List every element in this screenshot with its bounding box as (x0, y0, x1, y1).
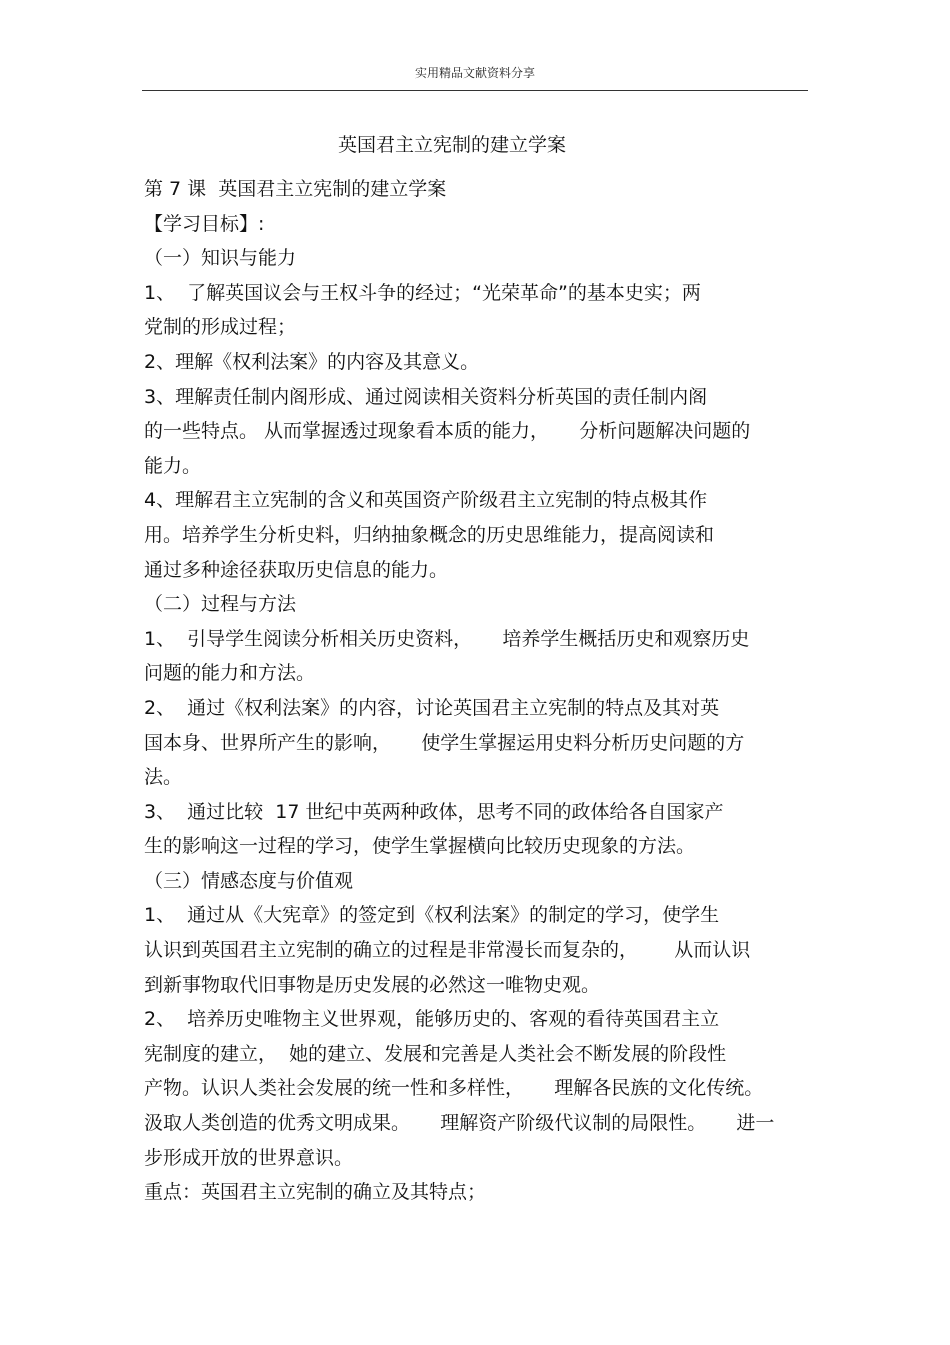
text-line: 法。 (144, 766, 183, 789)
text-line: （三）情感态度与价值观 (144, 869, 354, 892)
text-line: 认识到英国君主立宪制的确立的过程是非常漫长而复杂的， 从而认识 (144, 939, 751, 962)
text-line: 1、 了解英国议会与王权斗争的经过；“光荣革命”的基本史实；两 (144, 281, 701, 304)
document-title: 英国君主立宪制的建立学案 (337, 134, 566, 156)
text-line: 1、 引导学生阅读分析相关历史资料， 培养学生概括历史和观察历史 (144, 627, 750, 650)
text-line: 能力。 (144, 454, 202, 477)
document-body (144, 172, 824, 1210)
text-line: 生的影响这一过程的学习，使学生掌握横向比较历史现象的方法。 (144, 835, 696, 858)
text-line: 4、理解君主立宪制的含义和英国资产阶级君主立宪制的特点极其作 (144, 489, 708, 512)
text-line: 通过多种途径获取历史信息的能力。 (144, 558, 449, 581)
text-line: 2、 通过《权利法案》的内容，讨论英国君主立宪制的特点及其对英 (144, 696, 720, 719)
running-header: 实用精品文献资料分享 (414, 66, 535, 80)
text-line: （二）过程与方法 (144, 593, 297, 616)
header-divider (142, 90, 808, 91)
text-line: 到新事物取代旧事物是历史发展的必然这一唯物史观。 (144, 973, 601, 996)
text-line: 问题的能力和方法。 (144, 662, 316, 685)
text-line: 2、 培养历史唯物主义世界观，能够历史的、客观的看待英国君主立 (144, 1008, 720, 1031)
text-line: 国本身、世界所产生的影响， 使学生掌握运用史料分析历史问题的方 (144, 731, 745, 754)
text-line: 第 7 课 英国君主立宪制的建立学案 (144, 178, 447, 200)
text-line: 用。培养学生分析史料，归纳抽象概念的历史思维能力，提高阅读和 (144, 523, 715, 546)
text-line: 【学习目标】: (144, 212, 265, 235)
text-line: 的一些特点。 从而掌握透过现象看本质的能力， 分析问题解决问题的 (144, 420, 751, 443)
text-line: 2、理解《权利法案》的内容及其意义。 (144, 350, 480, 373)
text-line: 产物。认识人类社会发展的统一性和多样性， 理解各民族的文化传统。 (144, 1077, 764, 1100)
text-line: 步形成开放的世界意识。 (144, 1146, 354, 1169)
text-line: 党制的形成过程； (144, 316, 297, 339)
text-line: 1、 通过从《大宪章》的签定到《权利法案》的制定的学习，使学生 (144, 904, 720, 927)
text-line: 重点：英国君主立宪制的确立及其特点； (144, 1181, 487, 1204)
text-line: 3、理解责任制内阁形成、通过阅读相关资料分析英国的责任制内阁 (144, 385, 708, 408)
text-line: （一）知识与能力 (144, 247, 297, 270)
text-line: 3、 通过比较 17 世纪中英两种政体，思考不同的政体给各自国家产 (144, 800, 724, 823)
text-line: 汲取人类创造的优秀文明成果。 理解资产阶级代议制的局限性。 进一 (144, 1112, 775, 1135)
text-line: 宪制度的建立， 她的建立、发展和完善是人类社会不断发展的阶段性 (144, 1042, 727, 1065)
